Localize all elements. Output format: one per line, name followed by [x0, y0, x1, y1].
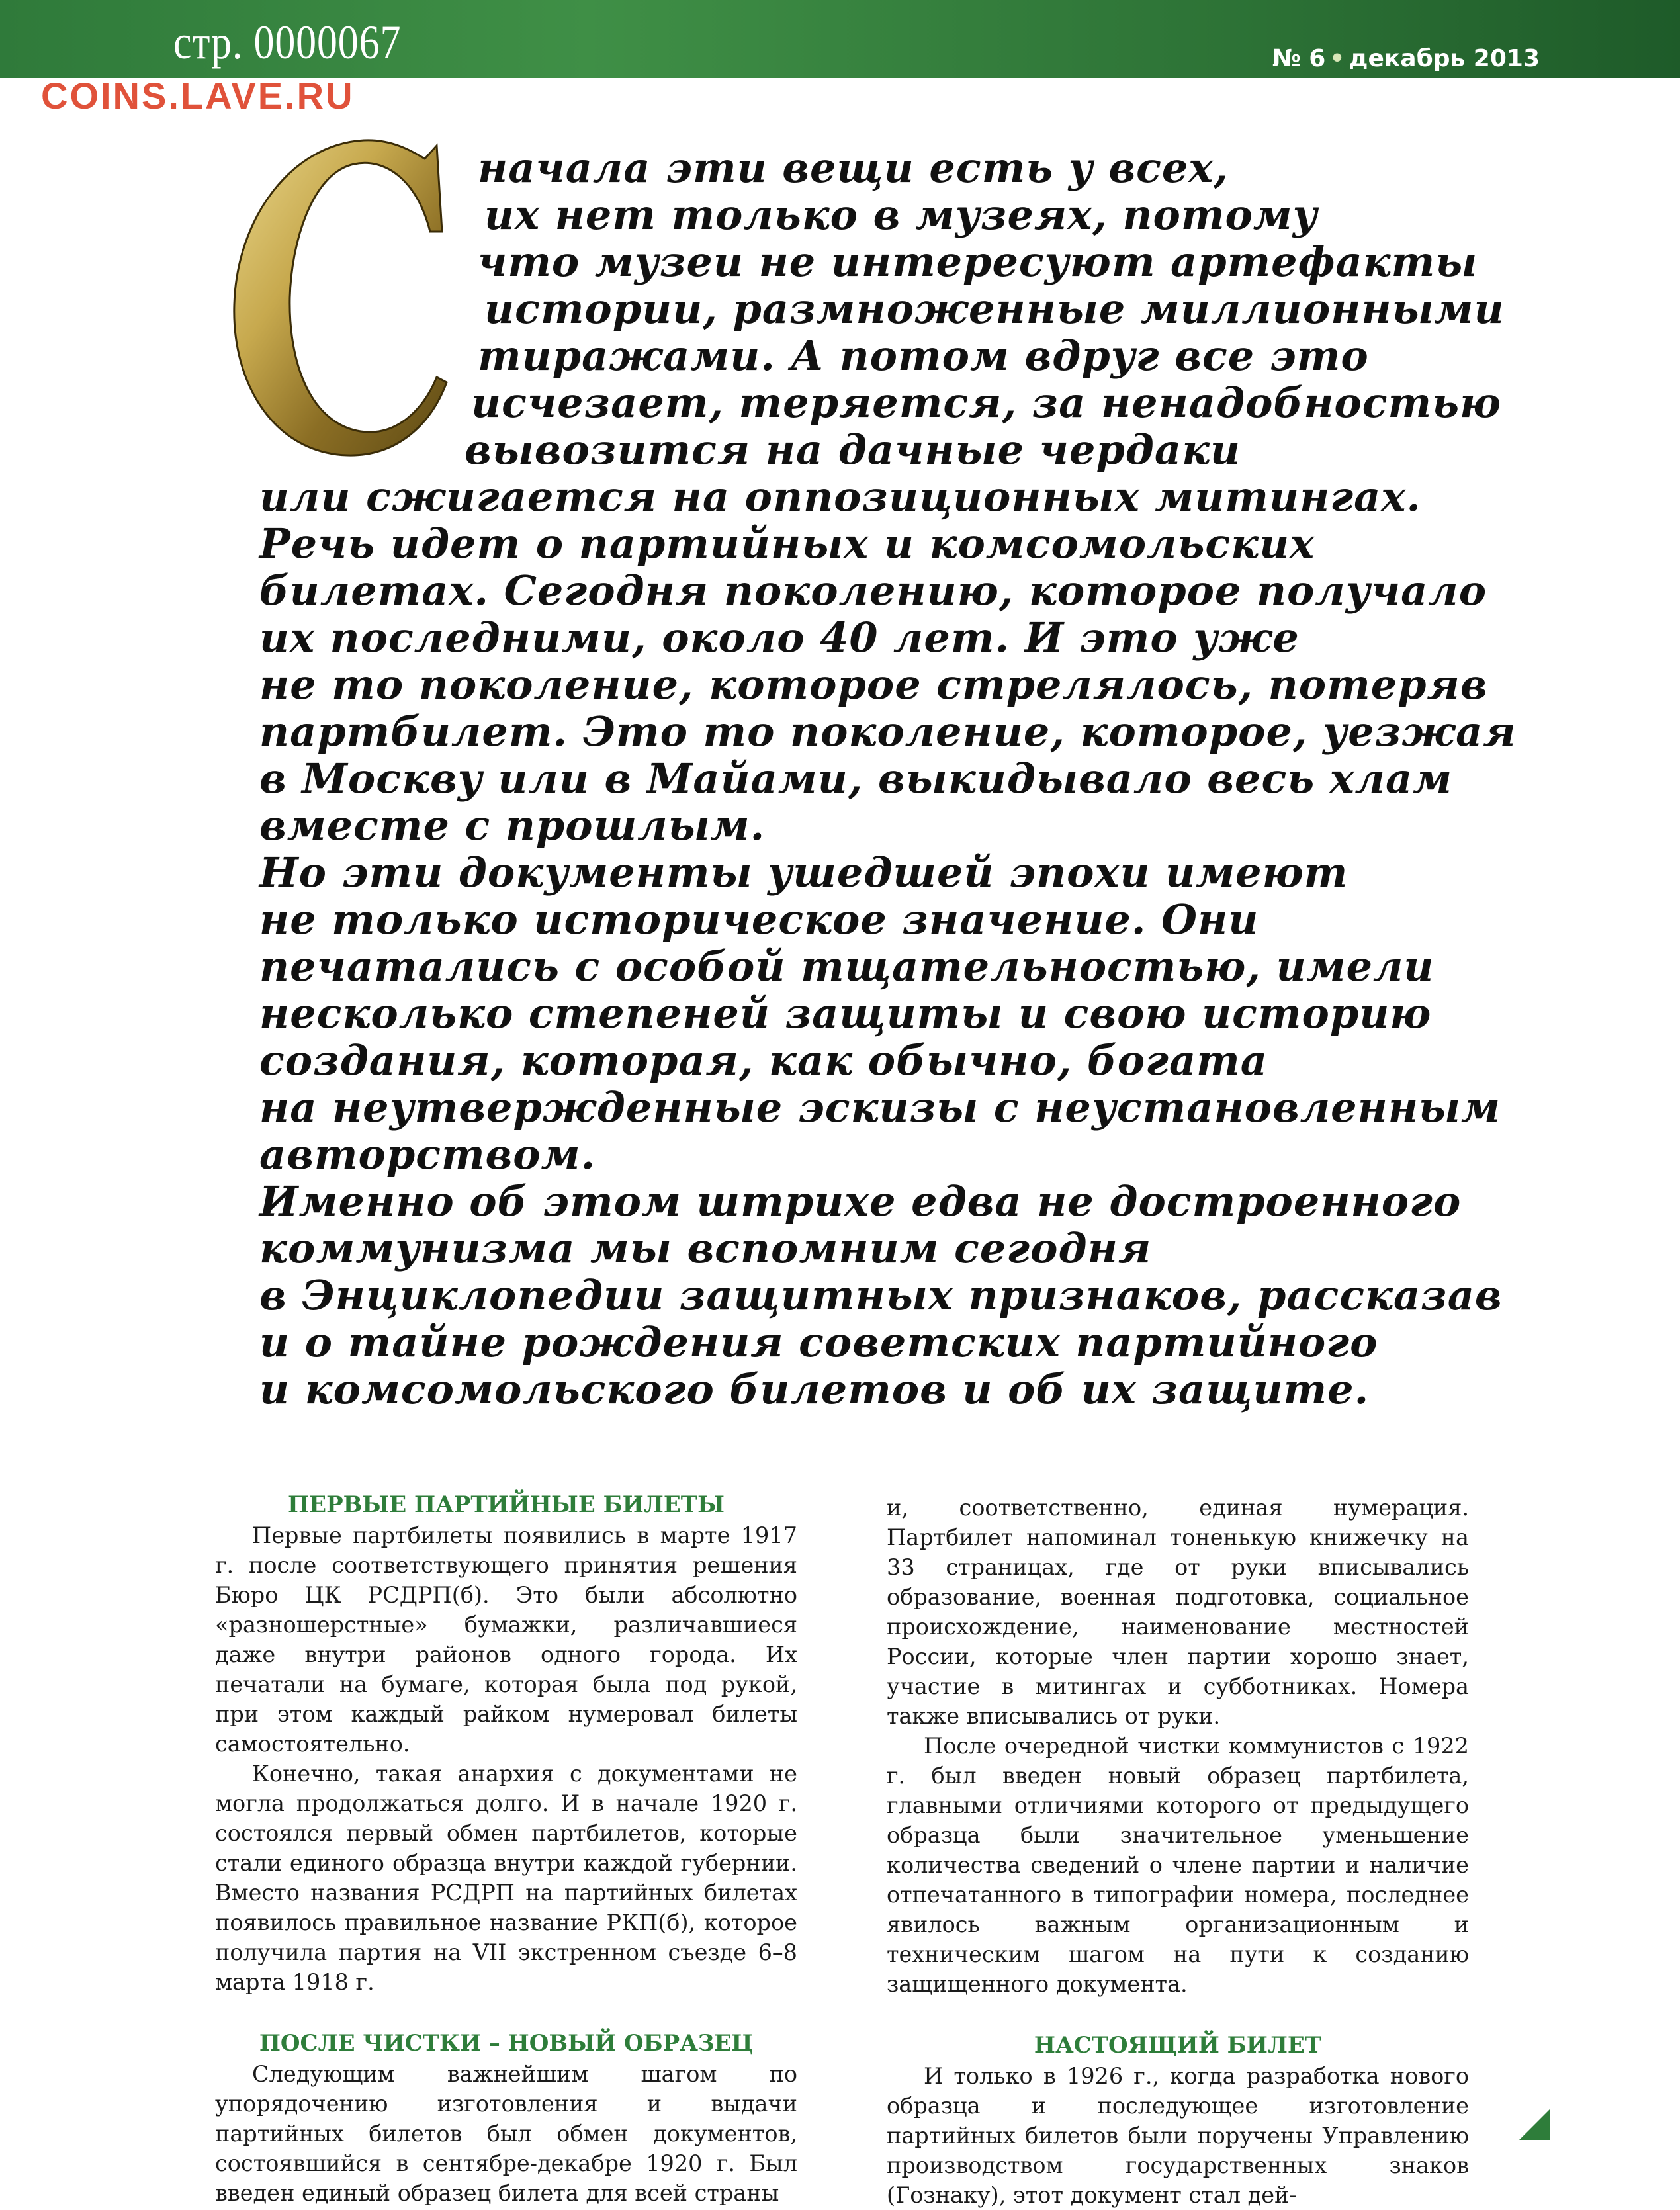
intro-line: начала эти вещи есть у всех,: [478, 144, 1229, 192]
intro-line: вместе с прошлым.: [259, 801, 766, 850]
intro-line: коммунизма мы вспомним сегодня: [259, 1224, 1152, 1272]
intro-line: истории, размноженные миллионными: [484, 285, 1505, 333]
intro-line: их последними, около 40 лет. И это уже: [259, 613, 1300, 662]
intro-line: и о тайне рождения советских партийного: [259, 1318, 1378, 1366]
intro-line: исчезает, теряется, за ненадобностью: [471, 378, 1502, 427]
intro-line: или сжигается на оппозиционных митингах.: [259, 472, 1421, 521]
page-number-label: стр. 0000067: [173, 16, 402, 69]
paragraph: Следующим важнейшим шагом по упорядочению изготовления и выдачи партийных билетов был обмен документов, состоявшийся в сентябре-декабре 1920 г. Был введен единый образец билета для всей страны: [215, 2061, 797, 2206]
section-heading-after-purge: ПОСЛЕ ЧИСТКИ – НОВЫЙ ОБРАЗЕЦ: [259, 2030, 754, 2056]
issue-date: декабрь 2013: [1348, 45, 1540, 72]
continue-triangle-icon: [1519, 2109, 1550, 2140]
intro-line: создания, которая, как обычно, богата: [259, 1036, 1268, 1084]
intro-line: несколько степеней защиты и свою историю: [259, 989, 1432, 1038]
intro-line: Но эти документы ушедшей эпохи имеют: [259, 848, 1348, 897]
intro-line: авторством.: [259, 1130, 596, 1178]
paragraph: Конечно, такая анархия с документами не могла продолжаться долго. И в начале 1920 г. состоялся первый обмен партбилетов, которые стали единого образца внутри каждой губернии. Вместо названия РСДРП на партийных билетах появилось правильное название РКП(б), которое получила партия на VII экстренном съезде 6–8 марта 1918 г.: [215, 1761, 797, 1995]
section-heading-first-party-cards: ПЕРВЫЕ ПАРТИЙНЫЕ БИЛЕТЫ: [288, 1491, 725, 1518]
intro-line: на неутвержденные эскизы с неустановленным: [259, 1083, 1501, 1131]
intro-lead: [259, 144, 1517, 1413]
intro-line: не то поколение, которое стрелялось, потеряв: [259, 660, 1488, 709]
intro-line: вывозится на дачные чердаки: [464, 425, 1241, 474]
intro-line: билетах. Сегодня поколению, которое получало: [259, 566, 1487, 615]
intro-line: тиражами. А потом вдруг все это: [478, 332, 1369, 380]
paragraph: и, соответственно, единая нумерация. Партбилет напоминал тоненькую книжечку на 33 страницах, где от руки вписывались образование, военная подготовка, социальное происхождение, наименование местностей России, которые член партии хорошо знает, участие в митингах и субботниках. Номера также вписывались от руки.: [887, 1495, 1469, 1729]
intro-line: не только историческое значение. Они: [259, 895, 1259, 944]
issue-number: № 6: [1272, 45, 1326, 72]
issue-info: [1272, 41, 1540, 77]
intro-line: их нет только в музеях, потому: [484, 191, 1318, 239]
right-column: [887, 1493, 1469, 2210]
intro-line: в Энциклопедии защитных признаков, рассказав: [259, 1271, 1503, 1319]
intro-line: в Москву или в Майами, выкидывало весь хлам: [259, 754, 1453, 803]
intro-line: и комсомольского билетов и об их защите.: [259, 1365, 1370, 1413]
intro-line: что музеи не интересуют артефакты: [478, 238, 1478, 286]
intro-line: Именно об этом штрихе едва не достроенного: [259, 1177, 1462, 1225]
paragraph: После очередной чистки коммунистов с 1922 г. был введен новый образец партбилета, главными отличиями которого от предыдущего образца были значительное уменьшение количества сведений о члене партии и наличие отпечатанного в типографии номера, последнее явилось важным организационным и техническим шагом на пути к созданию защищенного документа.: [887, 1733, 1469, 1997]
watermark-text: COINS.LAVE.RU: [41, 75, 355, 116]
intro-line: партбилет. Это то поколение, которое, уезжая: [259, 707, 1517, 756]
section-heading-real-card: НАСТОЯЩИЙ БИЛЕТ: [1034, 2032, 1322, 2058]
paragraph: И только в 1926 г., когда разработка нового образца и последующее изготовление партийных билетов были поручены Управлению производством государственных знаков (Гознаку), этот документ стал дей-: [887, 2063, 1469, 2208]
paragraph: Первые партбилеты появились в марте 1917 г. после соответствующего принятия решения Бюро ЦК РСДРП(б). Это были абсолютно «разношерстные» бумажки, различавшиеся даже внутри районов одного города. Их печатали на бумаге, которая была под рукой, при этом каждый райком нумеровал билеты самостоятельно.: [215, 1523, 797, 1757]
issue-separator: •: [1329, 45, 1345, 72]
left-column: [215, 1489, 797, 2208]
intro-line: печатались с особой тщательностью, имели: [259, 942, 1435, 991]
intro-line: Речь идет о партийных и комсомольских: [259, 519, 1315, 568]
